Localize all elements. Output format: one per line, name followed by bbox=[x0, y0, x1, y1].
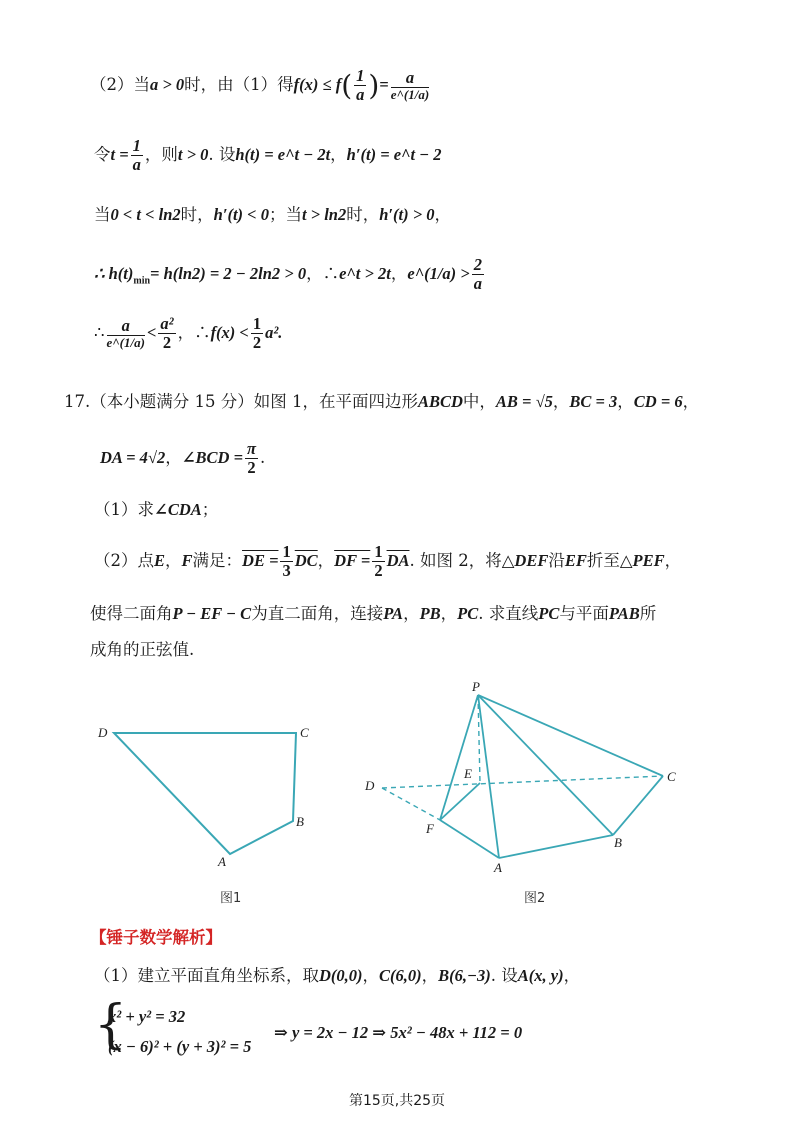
part2-line2: 令t = $\frac{1}{a}$ ，则t > 0. 设h(t) = e^t − 2t，h′(t) = e^t − 2 bbox=[94, 136, 442, 175]
label-a: A bbox=[218, 854, 226, 869]
page-footer: 第15页,共25页 bbox=[348, 1093, 446, 1109]
fraction: $\frac{2}{a}$ bbox=[473, 255, 482, 294]
figure-1 bbox=[90, 715, 330, 875]
label-d: D bbox=[98, 725, 108, 740]
label-d2: D bbox=[365, 778, 375, 793]
fraction: $\frac{1}{2}$ bbox=[374, 542, 383, 581]
equation-system bbox=[94, 995, 694, 1063]
part2-line5: ∴ $\frac{a}{e\^{}(1/a)}$ < $\frac{\text{a²}}{2}$ ，∴f(x) < $\frac{1}{2}$ a². bbox=[94, 314, 283, 353]
q17-sub1: （1）求∠CDA； bbox=[94, 500, 219, 519]
fraction: $\frac{1}{a}$ bbox=[132, 136, 141, 175]
system-result: ⇒ y = 2x − 12 ⇒ 5x² − 48x + 112 = 0 bbox=[274, 1023, 523, 1042]
solution-line1: （1）建立平面直角坐标系，取D(0,0)，C(6,0)，B(6,−3). 设A(x, y)， bbox=[94, 966, 581, 985]
edge-fa bbox=[440, 820, 499, 858]
edge-pb bbox=[478, 695, 613, 835]
fraction: $\frac{1}{a}$ bbox=[356, 66, 365, 105]
fraction: $\frac{a}{e\^{}(1/a)}$ bbox=[106, 315, 145, 351]
label-f: F bbox=[426, 821, 434, 836]
fraction: $\frac{\pi}{2}$ bbox=[247, 439, 257, 478]
fraction: $\frac{\text{a²}}{2}$ bbox=[160, 314, 174, 353]
q17-sub2: （2）点E，F满足：DE = $\frac{1}{3}$ $\overline{DC}$，DF = $\frac{1}{2}$ $\overline{DA}$. 如图 2，将△DEF沿EF折至△PEF， bbox=[94, 542, 682, 581]
q17-line1: 17.（本小题满分 15 分）如图 1，在平面四边形ABCD中，AB = √5，BC = 3，CD = 6， bbox=[64, 392, 700, 411]
q17-line2: DA = 4√2，∠BCD = $\frac{\pi}{2}$ . bbox=[100, 439, 266, 478]
quadrilateral-abcd bbox=[114, 733, 296, 854]
edge-ab bbox=[499, 835, 613, 858]
label-c: C bbox=[300, 725, 309, 740]
figure-2-caption: 图2 bbox=[524, 891, 546, 906]
fraction: $\frac{a}{e\^{}(1/a)}$ bbox=[390, 67, 430, 103]
label-b2: B bbox=[614, 835, 622, 850]
edge-bc bbox=[613, 776, 663, 835]
left-brace: { bbox=[94, 995, 128, 1055]
part2-line3: 当0 < t < ln2时，h′(t) < 0；当t > ln2时，h′(t) > 0， bbox=[94, 205, 451, 224]
label-p: P bbox=[472, 679, 480, 694]
edge-dc-dashed bbox=[382, 776, 663, 788]
label-a2: A bbox=[494, 860, 502, 875]
part2-line1: （2）当a > 0时，由（1）得f(x) ≤ f( $\frac{1}{a}$ )= $\frac{a}{e\^{}(1/a)}$ bbox=[90, 66, 430, 105]
fraction: $\frac{1}{3}$ bbox=[282, 542, 291, 581]
fraction: $\frac{1}{2}$ bbox=[252, 314, 262, 353]
figure-1-caption: 图1 bbox=[220, 891, 242, 906]
label-c2: C bbox=[667, 769, 676, 784]
edge-pa bbox=[478, 695, 499, 858]
label-e: E bbox=[464, 766, 472, 781]
part2-line4: ∴ $h(t)_{min}= h(\ln 2) = 2 - 2\ln 2 > 0$，∴e^t > 2t，e^(1/a) > $\frac{2}{a}$ bbox=[94, 255, 482, 294]
figure-2 bbox=[360, 675, 690, 880]
q17-sub4: 成角的正弦值. bbox=[90, 640, 195, 659]
label-b: B bbox=[296, 814, 304, 829]
edge-pc bbox=[478, 695, 663, 776]
system-eq1: x² + y² = 32 bbox=[108, 1007, 186, 1026]
solution-header: 【锤子数学解析】 bbox=[90, 928, 222, 947]
q17-sub3: 使得二面角P − EF − C为直二面角，连接PA，PB，PC. 求直线PC与平面PAB所 bbox=[90, 604, 657, 623]
system-eq2: (x − 6)² + (y + 3)² = 5 bbox=[108, 1037, 252, 1056]
edge-df-dashed bbox=[382, 788, 440, 820]
